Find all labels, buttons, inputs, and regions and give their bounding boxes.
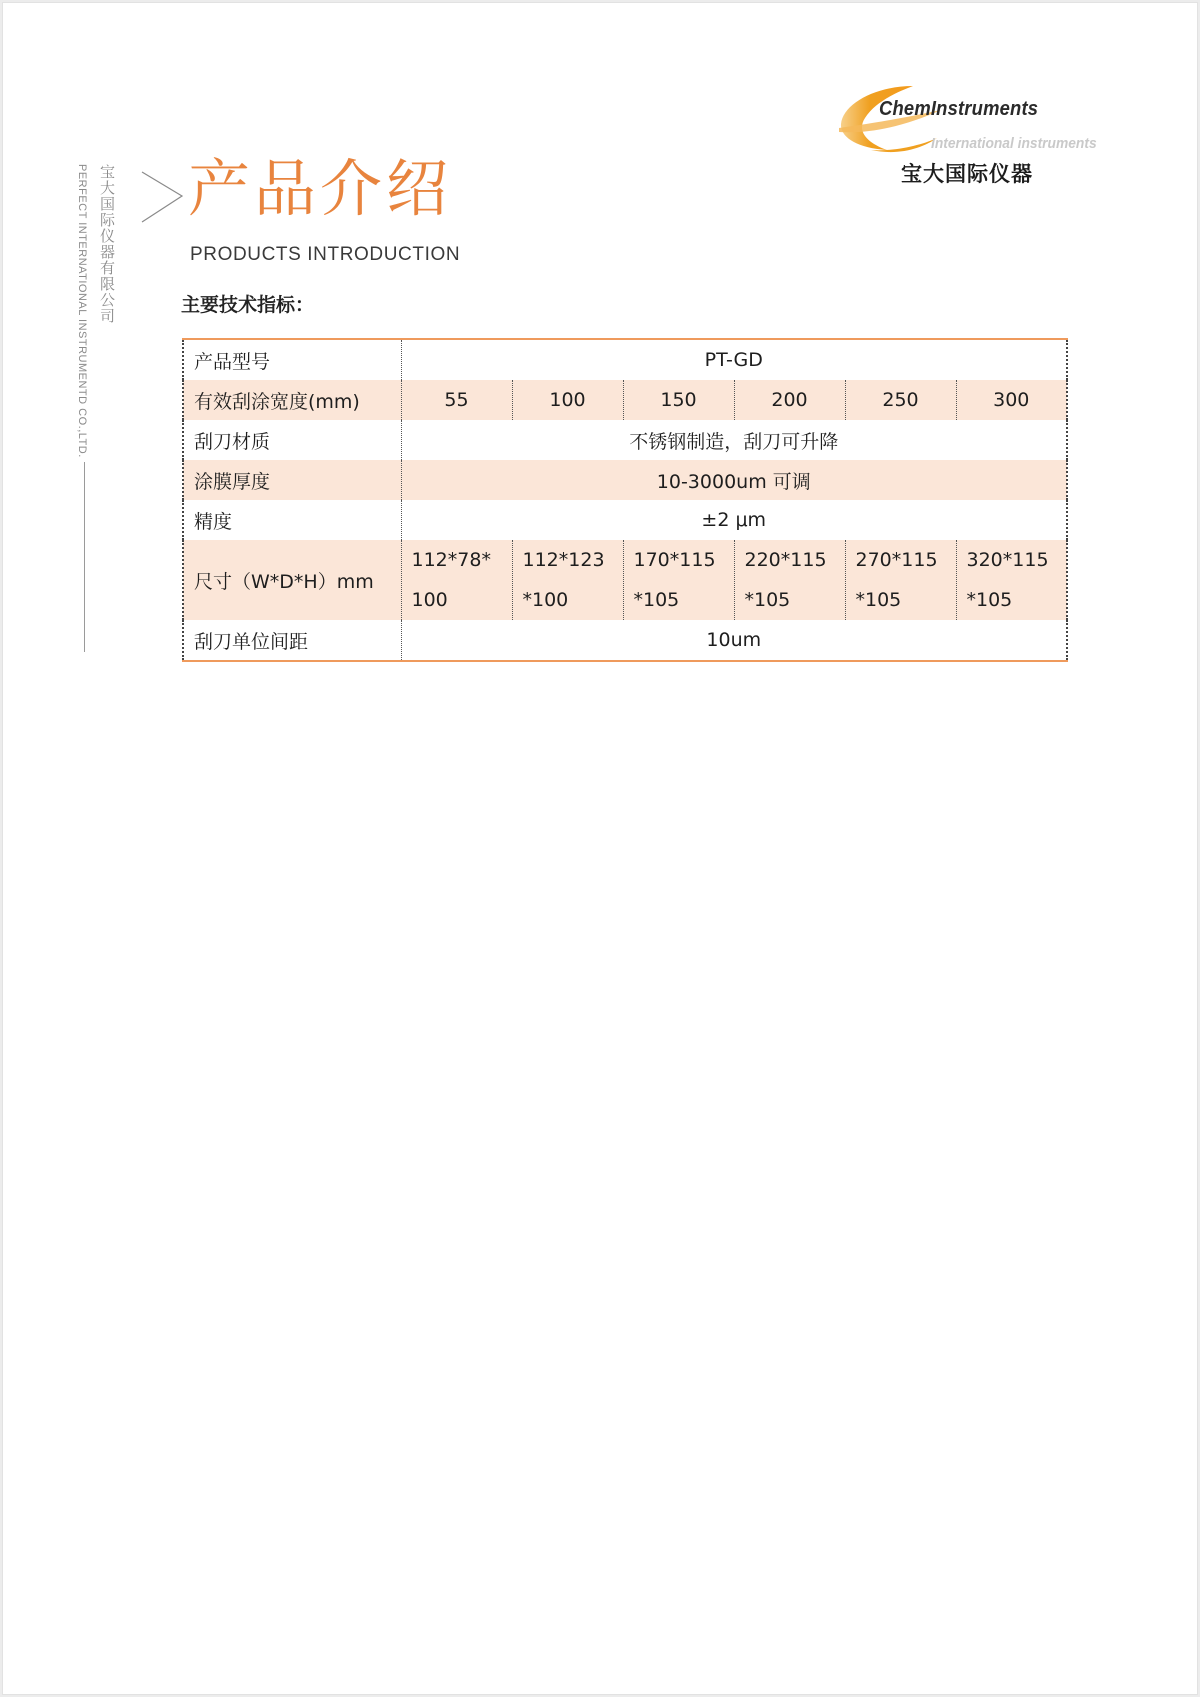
dimension-line1: 112*123 bbox=[522, 549, 605, 571]
company-logo bbox=[835, 82, 1135, 192]
table-row-dimensions bbox=[183, 540, 1067, 620]
dimension-line1: 220*115 bbox=[744, 549, 827, 571]
logo-brand-text: ChemInstruments bbox=[879, 98, 1039, 120]
sidebar-divider bbox=[84, 462, 85, 652]
dimension-value bbox=[845, 540, 956, 620]
dimension-value bbox=[401, 540, 512, 620]
chevron-right-icon bbox=[140, 170, 184, 224]
document-page bbox=[2, 2, 1198, 1695]
dimension-value bbox=[956, 540, 1067, 620]
dimension-line2: *105 bbox=[633, 589, 680, 611]
width-value: 300 bbox=[956, 380, 1067, 420]
table-row-precision bbox=[183, 500, 1067, 540]
table-row-film-thickness bbox=[183, 460, 1067, 500]
dimension-line2: *105 bbox=[744, 589, 791, 611]
page-title: 产品介绍 bbox=[188, 152, 453, 225]
row-label: 尺寸（W*D*H）mm bbox=[183, 540, 401, 620]
logo-subtitle: International instruments bbox=[931, 135, 1097, 152]
blade-material-value: 不锈钢制造，刮刀可升降 bbox=[629, 430, 839, 453]
blade-spacing-value: 10um bbox=[706, 629, 762, 651]
dimension-value bbox=[512, 540, 623, 620]
sidebar-company-cn: 宝大国际仪器有限公司 bbox=[98, 164, 116, 324]
dimension-line2: *105 bbox=[966, 589, 1013, 611]
dimension-value bbox=[734, 540, 845, 620]
dimension-line1: 112*78* bbox=[411, 549, 491, 571]
row-label: 涂膜厚度 bbox=[183, 460, 401, 500]
table-row-blade-material bbox=[183, 420, 1067, 460]
dimension-line2: *105 bbox=[855, 589, 902, 611]
row-label: 产品型号 bbox=[183, 339, 401, 380]
table-row-model bbox=[183, 339, 1067, 380]
spec-table bbox=[182, 338, 1068, 662]
precision-value: ±2 μm bbox=[701, 509, 767, 531]
film-thickness-value: 10-3000um 可调 bbox=[401, 460, 1067, 500]
width-value: 250 bbox=[845, 380, 956, 420]
dimension-line2: *100 bbox=[522, 589, 569, 611]
row-label: 精度 bbox=[183, 500, 401, 540]
row-label: 有效刮涂宽度(mm) bbox=[183, 380, 401, 420]
width-value: 150 bbox=[623, 380, 734, 420]
dimension-line2: 100 bbox=[411, 589, 448, 611]
model-value: PT-GD bbox=[704, 349, 763, 371]
dimension-line1: 170*115 bbox=[633, 549, 716, 571]
sidebar-company-en: PERFECT INTERNATIONAL INSTRUMENTD CO.,LTD. bbox=[76, 164, 88, 458]
dimension-value bbox=[623, 540, 734, 620]
table-row-blade-spacing bbox=[183, 620, 1067, 661]
page-subtitle: PRODUCTS INTRODUCTION bbox=[190, 244, 461, 265]
width-value: 200 bbox=[734, 380, 845, 420]
width-value: 55 bbox=[401, 380, 512, 420]
section-heading: 主要技术指标： bbox=[181, 294, 315, 316]
table-row-width bbox=[183, 380, 1067, 420]
logo-chinese-name: 宝大国际仪器 bbox=[901, 162, 1033, 186]
dimension-line1: 320*115 bbox=[966, 549, 1049, 571]
row-label: 刮刀单位间距 bbox=[183, 620, 401, 661]
row-label: 刮刀材质 bbox=[183, 420, 401, 460]
width-value: 100 bbox=[512, 380, 623, 420]
dimension-line1: 270*115 bbox=[855, 549, 938, 571]
